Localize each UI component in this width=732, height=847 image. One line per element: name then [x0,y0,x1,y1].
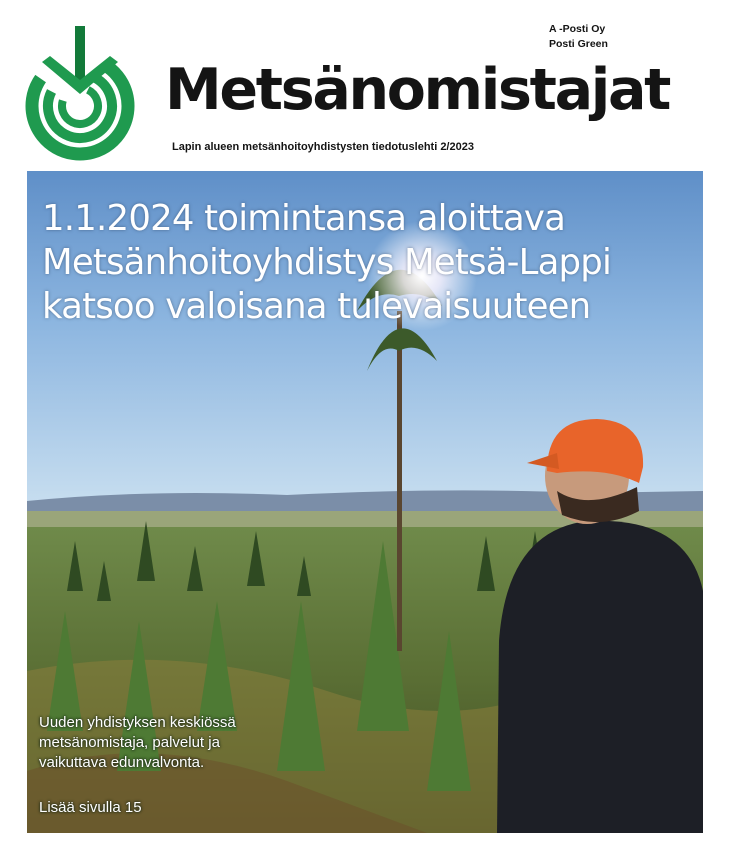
postage-line: Posti Green [549,38,608,50]
page-reference: Lisää sivulla 15 [39,799,142,816]
postage-line: A -Posti Oy [549,23,606,35]
cover-headline [42,197,611,329]
cover-teaser [39,713,236,773]
teaser-line: Uuden yhdistyksen keskiössä [39,714,236,731]
teaser-line: vaikuttava edunvalvonta. [39,754,205,771]
teaser-line: metsänomistaja, palvelut ja [39,734,220,751]
headline-line: 1.1.2024 toimintansa aloittava [42,198,566,239]
cover-photo [27,171,703,833]
magazine-subtitle: Lapin alueen metsänhoitoyhdistysten tiedotuslehti 2/2023 [172,141,474,153]
magazine-title: Metsänomistajat [165,57,670,123]
masthead [0,0,732,170]
forest-ring-logo-icon [24,22,144,162]
headline-line: Metsänhoitoyhdistys Metsä-Lappi [42,242,612,283]
postage-info [549,22,608,52]
headline-line: katsoo valoisana tulevaisuuteen [42,286,591,327]
